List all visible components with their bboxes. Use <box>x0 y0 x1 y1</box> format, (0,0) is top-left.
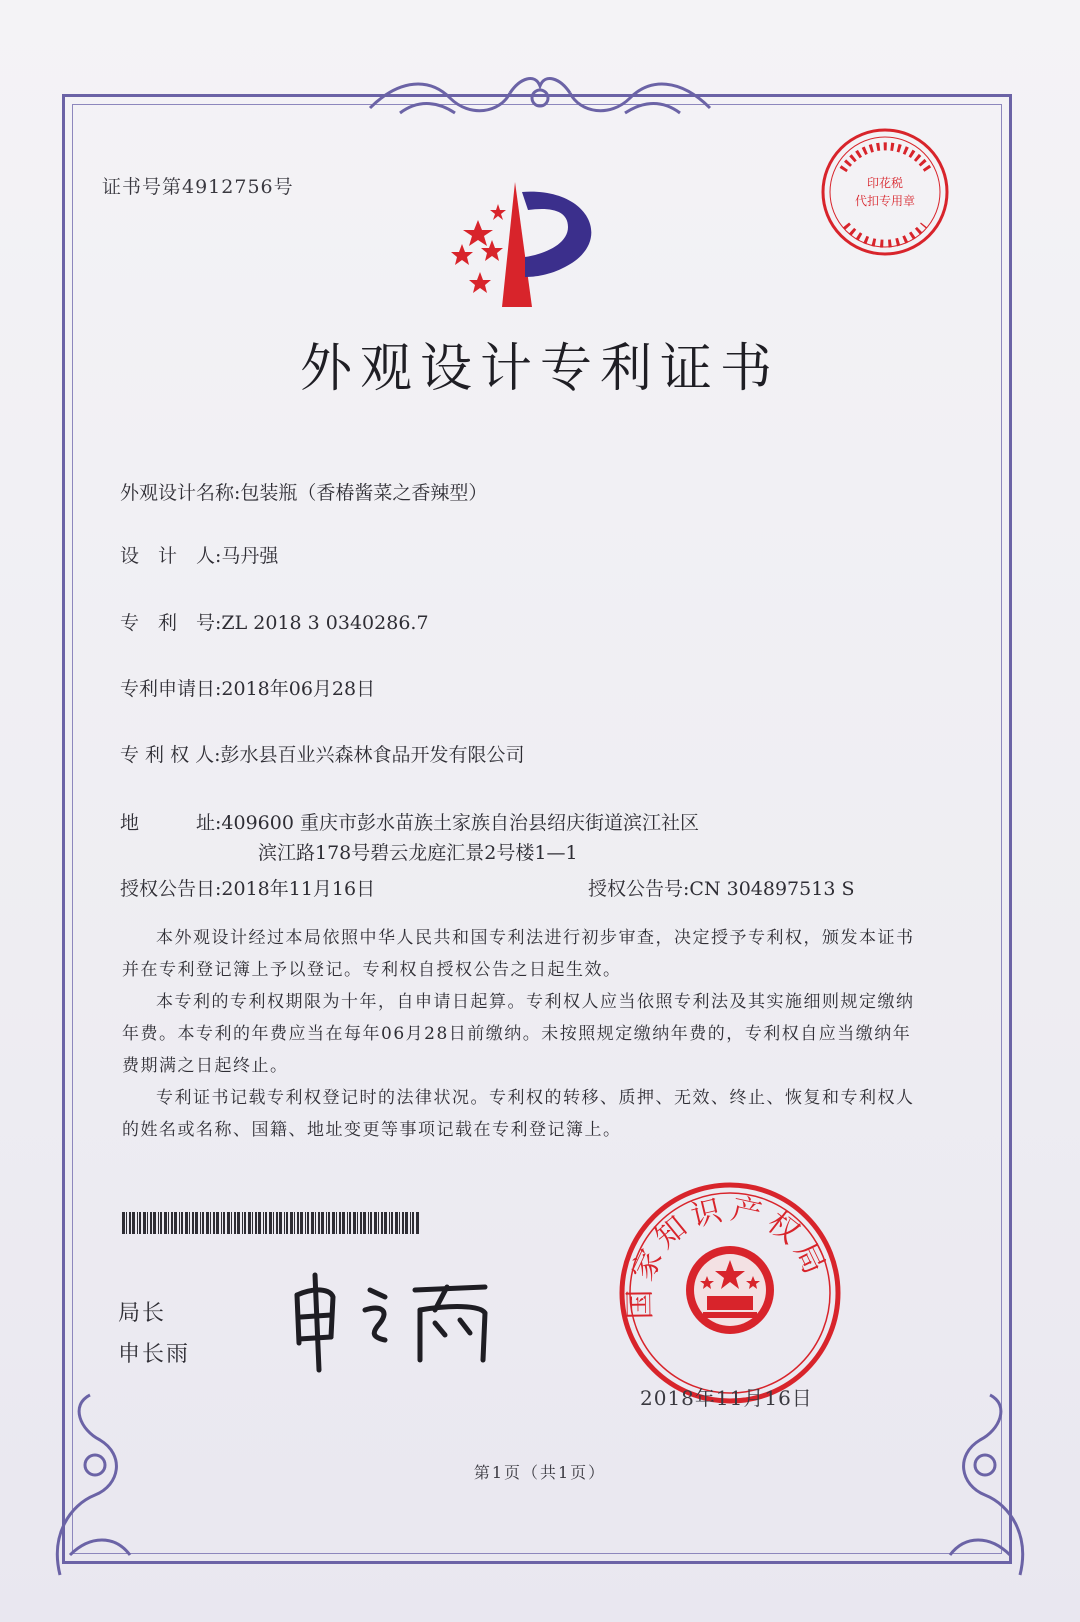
barcode-bar <box>416 1212 419 1234</box>
barcode-bar <box>244 1212 246 1234</box>
barcode-bar <box>223 1212 225 1234</box>
barcode-bar <box>389 1212 390 1234</box>
barcode-bar <box>202 1212 204 1234</box>
barcode-bar <box>368 1212 369 1234</box>
barcode-bar <box>342 1212 345 1234</box>
barcode-bar <box>360 1212 362 1234</box>
barcode-bar <box>252 1212 253 1234</box>
barcode-bar <box>231 1212 232 1234</box>
director-title: 局长 <box>118 1301 167 1326</box>
barcode-bar <box>185 1212 188 1234</box>
barcode-bar <box>258 1212 261 1234</box>
barcode-bar <box>402 1212 404 1234</box>
patent-office-logo <box>440 182 610 312</box>
barcode-bar <box>311 1212 314 1234</box>
field-patent-number <box>120 608 429 635</box>
barcode-bar <box>265 1212 267 1234</box>
svg-text:印花税: 印花税 <box>866 176 904 190</box>
barcode-bar <box>181 1212 183 1234</box>
barcode-bar <box>129 1212 131 1234</box>
director-signature <box>285 1265 525 1375</box>
barcode-bar <box>378 1212 379 1234</box>
field-label: 专 利 权 人: <box>120 744 221 766</box>
barcode-bar <box>276 1212 278 1234</box>
barcode-bar <box>174 1212 177 1234</box>
field-value: 2018年11月16日 <box>221 878 376 900</box>
field-value: ZL 2018 3 0340286.7 <box>221 612 429 634</box>
barcode-bar <box>336 1212 337 1234</box>
seal-date: 2018年11月16日 <box>640 1386 813 1410</box>
barcode-bar <box>206 1212 209 1234</box>
svg-text:国家知识产权局: 国家知识产权局 <box>622 1191 835 1320</box>
field-value: CN 304897513 S <box>689 878 855 900</box>
barcode-bar <box>234 1212 236 1234</box>
barcode-bar <box>399 1212 400 1234</box>
barcode-bar <box>349 1212 351 1234</box>
barcode-bar <box>294 1212 295 1234</box>
barcode-bar <box>143 1212 146 1234</box>
paragraph-3: 专利证书记载专利权登记时的法律状况。专利权的转移、质押、无效、终止、恢复和专利权人的姓名或名称、国籍、地址变更等事项记载在专利登记簿上。 <box>122 1088 915 1140</box>
barcode-bar <box>263 1212 264 1234</box>
barcode-bar <box>307 1212 309 1234</box>
barcode-bar <box>132 1212 135 1234</box>
barcode-bar <box>227 1212 230 1234</box>
barcode-bar <box>273 1212 274 1234</box>
barcode-bar <box>370 1212 372 1234</box>
director-name: 申长雨 <box>118 1342 191 1367</box>
barcode-bar <box>189 1212 190 1234</box>
barcode-bar <box>216 1212 219 1234</box>
barcode-bar <box>290 1212 293 1234</box>
barcode-bar <box>363 1212 366 1234</box>
barcode-bar <box>137 1212 138 1234</box>
barcode-bar <box>381 1212 383 1234</box>
top-ornament <box>360 68 720 128</box>
barcode-bar <box>321 1212 324 1234</box>
paragraph-2: 本专利的专利权期限为十年，自申请日起算。专利权人应当依照专利法及其实施细则规定缴纳年费。本专利的年费应当在每年06月28日前缴纳。未按照规定缴纳年费的，专利权自应当缴纳年费期满之日起终止。 <box>122 992 915 1076</box>
barcode-bar <box>391 1212 393 1234</box>
barcode-bar <box>328 1212 330 1234</box>
field-label: 设 计 人: <box>120 545 222 567</box>
barcode-bar <box>192 1212 194 1234</box>
field-label: 外观设计名称: <box>120 482 241 504</box>
field-value: 2018年06月28日 <box>221 678 376 700</box>
barcode-bar <box>210 1212 211 1234</box>
barcode-bar <box>200 1212 201 1234</box>
barcode-bar <box>410 1212 411 1234</box>
field-value: 马丹强 <box>221 545 279 567</box>
barcode-bar <box>160 1212 162 1234</box>
field-design-name <box>120 478 487 505</box>
barcode-bar <box>332 1212 335 1234</box>
certificate-number: 证书号第4912756号 <box>102 176 294 198</box>
barcode-bar <box>158 1212 159 1234</box>
field-value: 彭水县百业兴森林食品开发有限公司 <box>220 744 525 766</box>
barcode-bar <box>237 1212 240 1234</box>
barcode-bar <box>122 1212 125 1234</box>
bottom-right-ornament <box>930 1385 1040 1585</box>
barcode-bar <box>213 1212 215 1234</box>
tax-stamp <box>818 125 953 260</box>
barcode-bar <box>353 1212 356 1234</box>
barcode-bar <box>195 1212 198 1234</box>
barcode-bar <box>339 1212 341 1234</box>
barcode-bar <box>315 1212 316 1234</box>
barcode-bar <box>318 1212 320 1234</box>
barcode-bar <box>357 1212 358 1234</box>
barcode-bar <box>374 1212 377 1234</box>
barcode-bar <box>300 1212 303 1234</box>
field-filing-date <box>120 674 375 701</box>
field-address-line2 <box>258 838 578 865</box>
barcode-bar <box>242 1212 243 1234</box>
field-label: 地 址: <box>120 812 222 834</box>
barcode-bar <box>284 1212 285 1234</box>
barcode-bar <box>286 1212 288 1234</box>
field-designer <box>120 541 278 568</box>
bottom-left-ornament <box>40 1385 150 1585</box>
barcode-bar <box>179 1212 180 1234</box>
field-grant-number <box>588 874 854 901</box>
barcode-bar <box>248 1212 251 1234</box>
svg-text:代扣专用章: 代扣专用章 <box>854 194 916 208</box>
field-value-line2: 滨江路178号碧云龙庭汇景2号楼1—1 <box>258 842 578 864</box>
field-patentee <box>120 740 525 767</box>
barcode-bar <box>326 1212 327 1234</box>
barcode-bar <box>147 1212 148 1234</box>
barcode-bar <box>384 1212 387 1234</box>
field-label: 专利申请日: <box>120 678 222 700</box>
field-address <box>120 808 699 835</box>
barcode-bar <box>221 1212 222 1234</box>
field-label: 授权公告号: <box>588 878 690 900</box>
barcode-bar <box>305 1212 306 1234</box>
official-seal <box>615 1178 845 1408</box>
barcode-bar <box>168 1212 169 1234</box>
barcode-bar <box>164 1212 167 1234</box>
field-label: 专 利 号: <box>120 612 222 634</box>
barcode <box>122 1212 422 1234</box>
field-value-line1: 409600 重庆市彭水苗族土家族自治县绍庆街道滨江社区 <box>221 812 699 834</box>
barcode-bar <box>126 1212 127 1234</box>
barcode-bar <box>255 1212 257 1234</box>
barcode-bar <box>297 1212 299 1234</box>
certificate-title: 外观设计专利证书 <box>299 339 780 399</box>
paragraph-1: 本外观设计经过本局依照中华人民共和国专利法进行初步审查，决定授予专利权，颁发本证书并在专利登记簿上予以登记。专利权自授权公告之日起生效。 <box>122 928 915 980</box>
barcode-bar <box>347 1212 348 1234</box>
barcode-bar <box>412 1212 414 1234</box>
barcode-bar <box>279 1212 282 1234</box>
barcode-bar <box>395 1212 398 1234</box>
barcode-bar <box>150 1212 152 1234</box>
page-number: 第1页（共1页） <box>473 1463 607 1482</box>
barcode-bar <box>171 1212 173 1234</box>
barcode-bar <box>269 1212 272 1234</box>
barcode-bar <box>139 1212 141 1234</box>
field-label: 授权公告日: <box>120 878 222 900</box>
barcode-bar <box>405 1212 408 1234</box>
field-grant-date <box>120 874 375 901</box>
field-value: 包装瓶（香椿酱菜之香辣型） <box>240 482 488 504</box>
barcode-bar <box>153 1212 156 1234</box>
